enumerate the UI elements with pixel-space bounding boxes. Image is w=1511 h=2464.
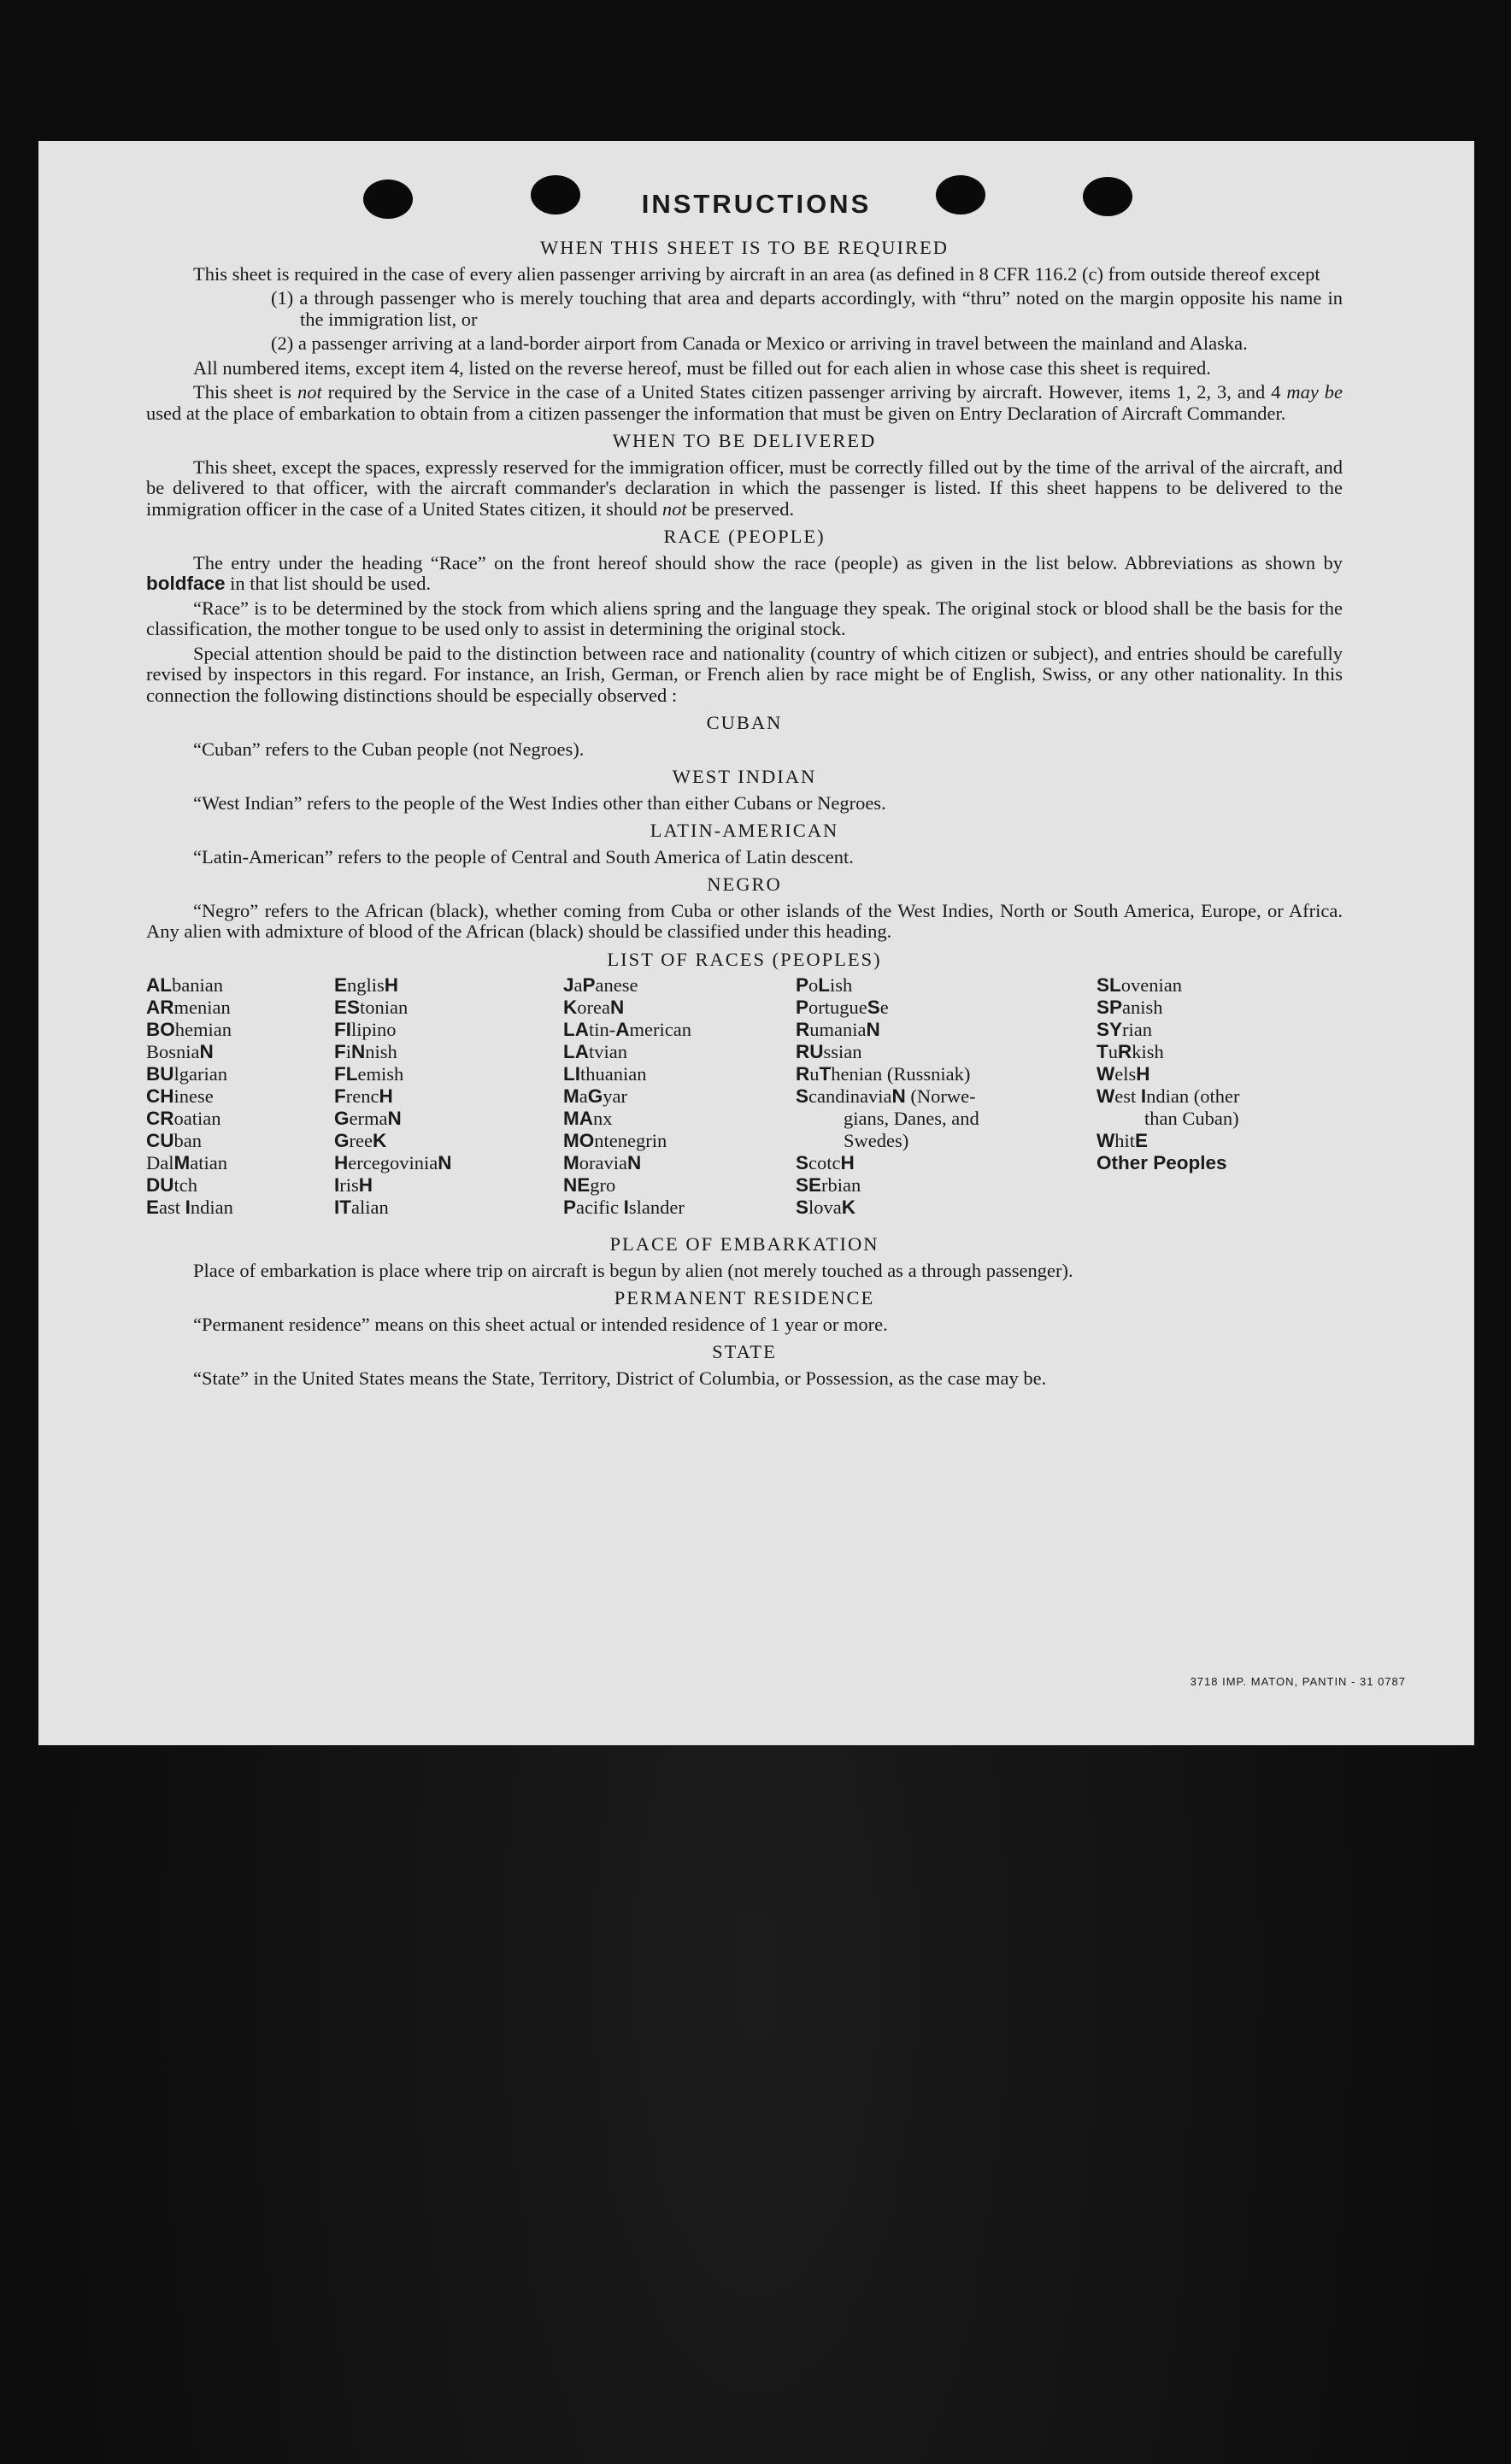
race-column <box>334 975 451 1220</box>
race-entry: SPanish <box>1097 997 1163 1018</box>
section-heading: NEGRO <box>707 873 782 895</box>
paragraph: “West Indian” refers to the people of the West Indies other than either Cubans or Negroes. <box>193 791 886 814</box>
race-entry: RuThenian (Russniak) <box>796 1063 971 1085</box>
section-heading: WHEN THIS SHEET IS TO BE REQUIRED <box>539 237 950 258</box>
race-entry: West Indian (other <box>1097 1085 1240 1107</box>
race-entry: BOhemian <box>146 1019 232 1040</box>
paragraph <box>146 457 1343 520</box>
race-entry: FiNnish <box>334 1041 397 1062</box>
race-entry: MOntenegrin <box>563 1130 667 1151</box>
race-entry: ScandinaviaN (Norwe- <box>796 1085 976 1107</box>
italic-span: not <box>661 497 687 520</box>
race-entry: ScotcH <box>796 1152 855 1173</box>
race-entry: BosniaN <box>146 1041 214 1062</box>
section-heading: WHEN TO BE DELIVERED <box>612 430 877 451</box>
italic-span: not <box>297 381 322 403</box>
text-span: required by the Service in the case of a United States citizen passenger arriving by aircraft. However, items 1, 2, 3, and 4 <box>321 381 1287 403</box>
race-entry: CUban <box>146 1130 202 1151</box>
race-entry: EnglisH <box>334 974 399 996</box>
race-entry: MAnx <box>563 1108 613 1129</box>
paragraph: Place of embarkation is place where trip on aircraft is begun by alien (not merely touched as a through passenger). <box>193 1259 1073 1281</box>
text-span: be preserved. <box>686 497 795 520</box>
paragraph <box>146 553 1343 595</box>
section-heading: LATIN-AMERICAN <box>650 820 839 841</box>
race-column <box>146 975 233 1220</box>
race-entry: DalMatian <box>146 1152 227 1173</box>
instructions-body <box>146 231 1343 1392</box>
paragraph: “Negro” refers to the African (black), whether coming from Cuba or other islands of the West Indies, North or South America, Europe, or Africa. Any alien with admixture of blood of the African (black) should be classified under this heading. <box>146 899 1343 942</box>
race-entry: LAtin-American <box>563 1019 691 1040</box>
race-entry: ARmenian <box>146 997 231 1018</box>
race-entry: SlovaK <box>796 1197 856 1218</box>
text-span: This sheet is <box>193 381 297 403</box>
race-entry: CHinese <box>146 1085 214 1107</box>
paragraph: This sheet is required in the case of every alien passenger arriving by aircraft in an area (as defined in 8 CFR 116.2 (c) from outside thereof except <box>193 262 1320 285</box>
race-entry: EStonian <box>334 997 409 1018</box>
race-entry: KoreaN <box>563 997 625 1018</box>
text-span: This sheet, except the spaces, expressly reserved for the immigration officer, must be correctly filled out by the time of the arrival of the aircraft, and be delivered to that officer, with the aircraft commander's declaration in which the passenger is listed. If this sheet happens to be delivered to the immigration officer in the case of a United States citizen, it should <box>146 456 1343 520</box>
text-span: used at the place of embarkation to obtain from a citizen passenger the information that must be given on Entry Declaration of Aircraft Commander. <box>146 402 1286 424</box>
race-entry: MoraviaN <box>563 1152 642 1173</box>
race-entry: GreeK <box>334 1130 387 1151</box>
race-list <box>146 975 1343 1227</box>
section-heading: RACE (PEOPLE) <box>663 526 826 547</box>
race-column <box>1097 975 1239 1175</box>
race-entry: Other Peoples <box>1097 1152 1227 1173</box>
race-entry: WelsH <box>1097 1063 1150 1085</box>
paragraph: “Latin-American” refers to the people of Central and South America of Latin descent. <box>193 845 854 867</box>
race-entry: MaGyar <box>563 1085 627 1107</box>
race-entry: RUssian <box>796 1041 862 1062</box>
paragraph: “Permanent residence” means on this sheet actual or intended residence of 1 year or more. <box>193 1313 888 1335</box>
list-item: (2) a passenger arriving at a land-border airport from Canada or Mexico or arriving in travel between the mainland and Alaska. <box>271 332 1248 354</box>
race-entry: East Indian <box>146 1197 233 1218</box>
bold-span: boldface <box>146 573 226 594</box>
race-entry: LAtvian <box>563 1041 627 1062</box>
section-heading: STATE <box>712 1341 777 1362</box>
race-entry: than Cuban) <box>1144 1108 1239 1129</box>
race-entry: Swedes) <box>844 1130 909 1151</box>
race-entry: GermaN <box>334 1108 402 1129</box>
page-title: INSTRUCTIONS <box>641 189 872 219</box>
race-entry: SErbian <box>796 1174 861 1196</box>
race-entry: Pacific Islander <box>563 1197 685 1218</box>
text-span: The entry under the heading “Race” on the front hereof should show the race (people) as given in the list below. Abbreviations as shown by <box>193 551 1343 573</box>
race-entry: WhitE <box>1097 1130 1149 1151</box>
race-entry: SLovenian <box>1097 974 1182 996</box>
paragraph: “Cuban” refers to the Cuban people (not Negroes). <box>193 738 585 760</box>
race-column <box>563 975 691 1220</box>
race-entry: ALbanian <box>146 974 223 996</box>
section-heading: PERMANENT RESIDENCE <box>614 1287 875 1308</box>
paragraph: All numbered items, except item 4, listed on the reverse hereof, must be filled out for each alien in whose case this sheet is required. <box>193 356 1211 379</box>
race-entry: HercegoviniaN <box>334 1152 452 1173</box>
section-heading: PLACE OF EMBARKATION <box>609 1233 879 1255</box>
print-code: 3718 IMP. MATON, PANTIN - 31 0787 <box>1190 1675 1406 1688</box>
race-entry: FIlipino <box>334 1019 397 1040</box>
text-span: in that list should be used. <box>225 573 432 594</box>
race-entry: SYrian <box>1097 1019 1152 1040</box>
section-heading: WEST INDIAN <box>672 766 817 787</box>
paragraph: “Race” is to be determined by the stock from which aliens spring and the language they speak. The original stock or blood shall be the basis for the classification, the mother tongue to be used only to assist in determining the original stock. <box>146 597 1343 639</box>
race-entry: IrisH <box>334 1174 373 1196</box>
race-entry: FLemish <box>334 1063 404 1085</box>
paragraph: “State” in the United States means the State, Territory, District of Columbia, or Possession, as the case may be. <box>193 1367 1047 1389</box>
race-entry: DUtch <box>146 1174 197 1196</box>
race-entry: LIthuanian <box>563 1063 647 1085</box>
paragraph: Special attention should be paid to the distinction between race and nationality (country of which citizen or subject), and entries should be carefully revised by inspectors in this regard. For instance, an Irish, German, or French alien by race might be of English, Swiss, or any other nationality. In this connection the following distinctions should be especially observed : <box>146 642 1343 706</box>
race-entry: TuRkish <box>1097 1041 1164 1062</box>
race-column <box>796 975 979 1220</box>
paragraph <box>146 382 1343 424</box>
race-entry: gians, Danes, and <box>844 1108 979 1129</box>
race-entry: JaPanese <box>563 974 638 996</box>
race-entry: CRoatian <box>146 1108 221 1129</box>
list-item: (1) a through passenger who is merely touching that area and departs accordingly, with “thru” noted on the margin opposite his name in the immigration list, or <box>271 287 1343 330</box>
italic-span: may be <box>1286 381 1343 403</box>
race-entry: PortugueSe <box>796 997 889 1018</box>
race-entry: PoLish <box>796 974 853 996</box>
section-heading: CUBAN <box>706 712 783 733</box>
section-heading: LIST OF RACES (PEOPLES) <box>607 948 882 970</box>
instruction-sheet <box>38 141 1474 1745</box>
race-entry: RumaniaN <box>796 1019 880 1040</box>
race-entry: NEgro <box>563 1174 616 1196</box>
race-entry: FrencH <box>334 1085 393 1107</box>
race-entry: BUlgarian <box>146 1063 227 1085</box>
race-entry: ITalian <box>334 1197 389 1218</box>
